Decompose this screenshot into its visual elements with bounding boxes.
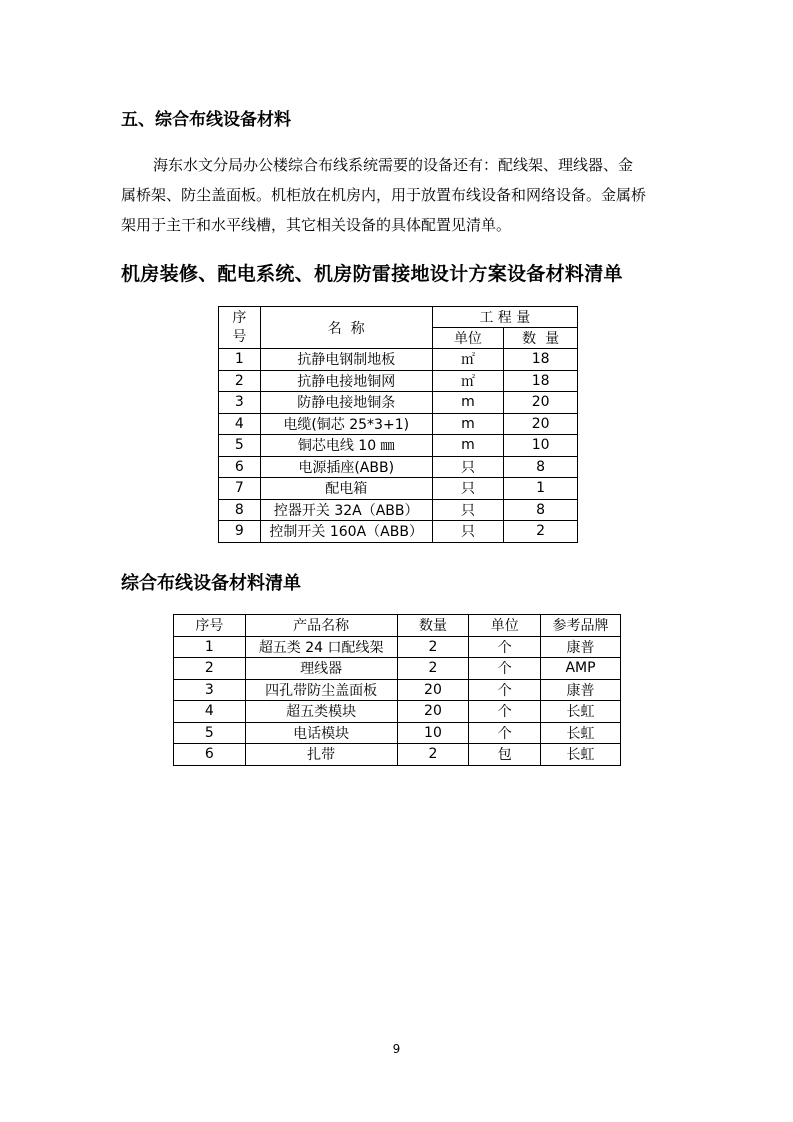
- table-row: [174, 744, 621, 766]
- cell-name: 铜芯电线 10 ㎜: [260, 435, 432, 457]
- cell-count: 10: [504, 435, 578, 457]
- table-row: [219, 499, 578, 521]
- cell-name: 控器开关 32A（ABB）: [260, 499, 432, 521]
- header-name: 名 称: [260, 307, 432, 349]
- table-row: [219, 349, 578, 371]
- cell-seq: 3: [174, 679, 246, 701]
- table-row: [219, 435, 578, 457]
- header-brand: 参考品牌: [541, 615, 621, 637]
- cell-unit: m: [432, 392, 504, 414]
- cell-product-name: 理线器: [245, 658, 397, 680]
- section-heading: 五、综合布线设备材料: [121, 110, 291, 130]
- cell-name: 电缆(铜芯 25*3+1): [260, 413, 432, 435]
- table-row: [219, 413, 578, 435]
- cell-brand: 长虹: [541, 722, 621, 744]
- cell-name: 电源插座(ABB): [260, 456, 432, 478]
- header-seq-label: 序号: [232, 309, 247, 345]
- cell-count: 8: [504, 456, 578, 478]
- header-quantity-group: 工 程 量: [432, 307, 577, 328]
- cell-unit: 包: [469, 744, 541, 766]
- cell-count: 20: [504, 392, 578, 414]
- cell-unit: 只: [432, 478, 504, 500]
- cabling-table: [173, 614, 621, 766]
- table-row: [174, 658, 621, 680]
- cell-seq: 9: [219, 521, 261, 543]
- header-unit: 单位: [469, 615, 541, 637]
- header-unit: 单位: [432, 328, 504, 349]
- equipment-table: [218, 306, 578, 543]
- cell-product-name: 扎带: [245, 744, 397, 766]
- header-seq: 序号: [174, 615, 246, 637]
- cell-seq: 5: [174, 722, 246, 744]
- header-product-name: 产品名称: [245, 615, 397, 637]
- cell-brand: 康普: [541, 636, 621, 658]
- cell-unit: 只: [432, 521, 504, 543]
- cell-unit: 只: [432, 456, 504, 478]
- table-row: [174, 636, 621, 658]
- cell-seq: 8: [219, 499, 261, 521]
- cell-unit: ㎡: [432, 349, 504, 371]
- paragraph-line: 海东水文分局办公楼综合布线系统需要的设备还有：配线架、理线器、金: [153, 156, 634, 174]
- cell-count: 2: [504, 521, 578, 543]
- cell-seq: 1: [219, 349, 261, 371]
- cell-count: 18: [504, 370, 578, 392]
- table2-title: 综合布线设备材料清单: [121, 573, 301, 594]
- cell-count: 18: [504, 349, 578, 371]
- table-row: [219, 521, 578, 543]
- cell-count: 1: [504, 478, 578, 500]
- cell-seq: 1: [174, 636, 246, 658]
- cell-quantity: 10: [397, 722, 469, 744]
- table-row: [219, 456, 578, 478]
- cell-seq: 2: [174, 658, 246, 680]
- cell-brand: 长虹: [541, 744, 621, 766]
- cell-count: 8: [504, 499, 578, 521]
- intro-paragraph: [121, 150, 679, 240]
- cell-unit: 个: [469, 701, 541, 723]
- paragraph-line: 属桥架、防尘盖面板。机柜放在机房内，用于放置布线设备和网络设备。金属桥: [121, 186, 647, 204]
- cell-seq: 5: [219, 435, 261, 457]
- page-number: 9: [392, 1042, 401, 1056]
- cell-quantity: 20: [397, 701, 469, 723]
- cell-unit: ㎡: [432, 370, 504, 392]
- cell-seq: 2: [219, 370, 261, 392]
- cell-quantity: 2: [397, 636, 469, 658]
- cell-brand: AMP: [541, 658, 621, 680]
- cell-product-name: 超五类模块: [245, 701, 397, 723]
- header-count: 数 量: [504, 328, 578, 349]
- cell-product-name: 四孔带防尘盖面板: [245, 679, 397, 701]
- cell-seq: 4: [219, 413, 261, 435]
- cell-name: 抗静电接地铜网: [260, 370, 432, 392]
- cell-brand: 长虹: [541, 701, 621, 723]
- cell-quantity: 2: [397, 744, 469, 766]
- header-quantity: 数量: [397, 615, 469, 637]
- cell-product-name: 超五类 24 口配线架: [245, 636, 397, 658]
- cell-unit: 个: [469, 658, 541, 680]
- table-row: [219, 478, 578, 500]
- cell-seq: 7: [219, 478, 261, 500]
- cell-name: 抗静电钢制地板: [260, 349, 432, 371]
- table1-title: 机房装修、配电系统、机房防雷接地设计方案设备材料清单: [121, 263, 623, 285]
- cell-name: 配电箱: [260, 478, 432, 500]
- cell-unit: m: [432, 413, 504, 435]
- cell-unit: 个: [469, 679, 541, 701]
- cell-unit: 个: [469, 636, 541, 658]
- cell-seq: 4: [174, 701, 246, 723]
- table-row: [219, 370, 578, 392]
- cell-unit: 个: [469, 722, 541, 744]
- cell-name: 控制开关 160A（ABB）: [260, 521, 432, 543]
- table-row: [174, 722, 621, 744]
- cell-seq: 6: [174, 744, 246, 766]
- cell-product-name: 电话模块: [245, 722, 397, 744]
- paragraph-line: 架用于主干和水平线槽，其它相关设备的具体配置见清单。: [121, 216, 512, 234]
- cell-seq: 6: [219, 456, 261, 478]
- cell-unit: m: [432, 435, 504, 457]
- header-seq: [219, 307, 261, 349]
- table-row: [174, 701, 621, 723]
- cell-quantity: 20: [397, 679, 469, 701]
- cell-unit: 只: [432, 499, 504, 521]
- cell-brand: 康普: [541, 679, 621, 701]
- table-row: [219, 392, 578, 414]
- cell-count: 20: [504, 413, 578, 435]
- cell-quantity: 2: [397, 658, 469, 680]
- cell-name: 防静电接地铜条: [260, 392, 432, 414]
- cell-seq: 3: [219, 392, 261, 414]
- table-row: [174, 679, 621, 701]
